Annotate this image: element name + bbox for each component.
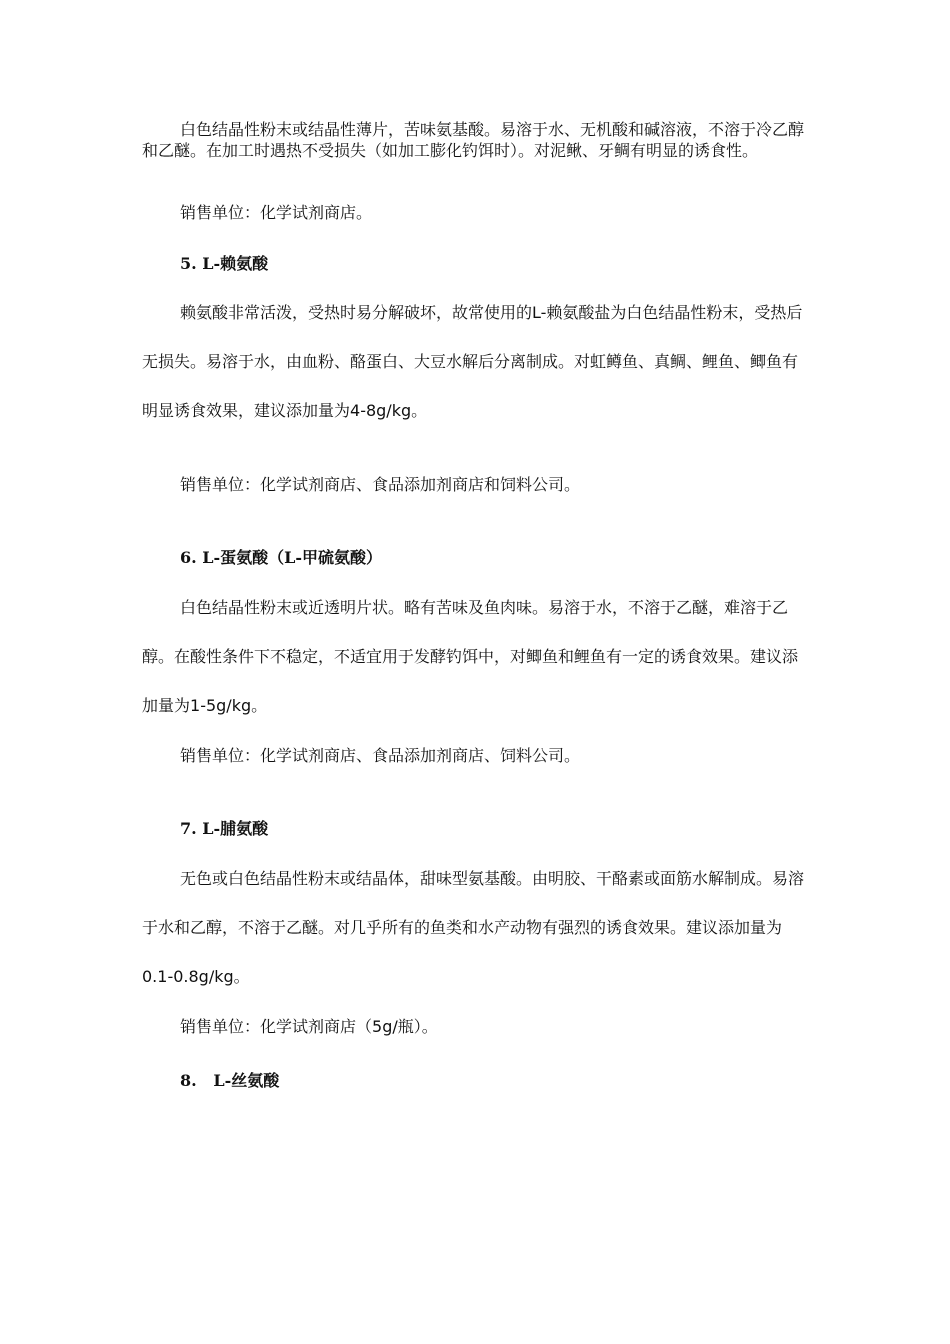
methionine-sales-line: 销售单位：化学试剂商店、食品添加剂商店、饲料公司。 <box>180 746 581 765</box>
methionine-paragraph <box>142 583 812 730</box>
methionine-end: 。 <box>251 696 268 715</box>
proline-paragraph <box>142 854 812 1001</box>
lysine-paragraph <box>142 288 812 435</box>
proline-sales-end: 瓶）。 <box>397 1017 438 1036</box>
section-heading-methionine: 6. L-蛋氨酸（L-甲硫氨酸） <box>180 548 383 567</box>
lysine-sales-line: 销售单位：化学试剂商店、食品添加剂商店和饲料公司。 <box>180 475 581 494</box>
proline-text: 无色或白色结晶性粉末或结晶体，甜味型氨基酸。由明胶、干酪素或面筋水解制成。易溶于水和乙醇，不溶于乙醚。对几乎所有的鱼类和水产动物有强烈的诱食效果。建议添加量为 <box>142 869 805 937</box>
intro-paragraph <box>142 119 812 161</box>
section-heading-serine: 8. L-丝氨酸 <box>180 1071 280 1090</box>
proline-amount: 0.1-0.8g/kg <box>142 967 234 986</box>
lysine-end: 。 <box>411 401 428 420</box>
intro-sales-line: 销售单位：化学试剂商店。 <box>180 203 373 222</box>
section-heading-proline: 7. L-脯氨酸 <box>180 819 269 838</box>
proline-sales-text: 销售单位：化学试剂商店（ <box>180 1017 373 1036</box>
proline-sales-unit: 5g/ <box>372 1017 398 1036</box>
methionine-amount: 1-5g/kg <box>190 696 252 715</box>
methionine-text: 白色结晶性粉末或近透明片状。略有苦味及鱼肉味。易溶于水，不溶于乙醚，难溶于乙醇。在酸性条件下不稳定，不适宜用于发酵钓饵中，对鲫鱼和鲤鱼有一定的诱食效果。建议添加量为 <box>142 598 799 715</box>
lysine-l-prefix: L- <box>532 303 547 322</box>
section-heading-lysine: 5. L-赖氨酸 <box>180 254 269 273</box>
proline-end: 。 <box>233 967 250 986</box>
proline-sales-line <box>180 1016 438 1038</box>
lysine-text: 赖氨酸盐为白色结晶性粉末，受热后无损失。易溶于水，由血粉、酪蛋白、大豆水解后分离制成。对虹鳟鱼、真鲷、鲤鱼、鲫鱼有明显诱食效果，建议添加量为 <box>142 303 803 420</box>
intro-text: 白色结晶性粉末或结晶性薄片，苦味氨基酸。易溶于水、无机酸和碱溶液，不溶于冷乙醇和乙醚。在加工时遇热不受损失（如加工膨化钓饵时）。对泥鳅、牙鲷有明显的诱食性。 <box>142 120 805 160</box>
lysine-amount: 4-8g/kg <box>350 401 412 420</box>
lysine-text-start: 赖氨酸非常活泼，受热时易分解破坏，故常使用的 <box>180 303 533 322</box>
